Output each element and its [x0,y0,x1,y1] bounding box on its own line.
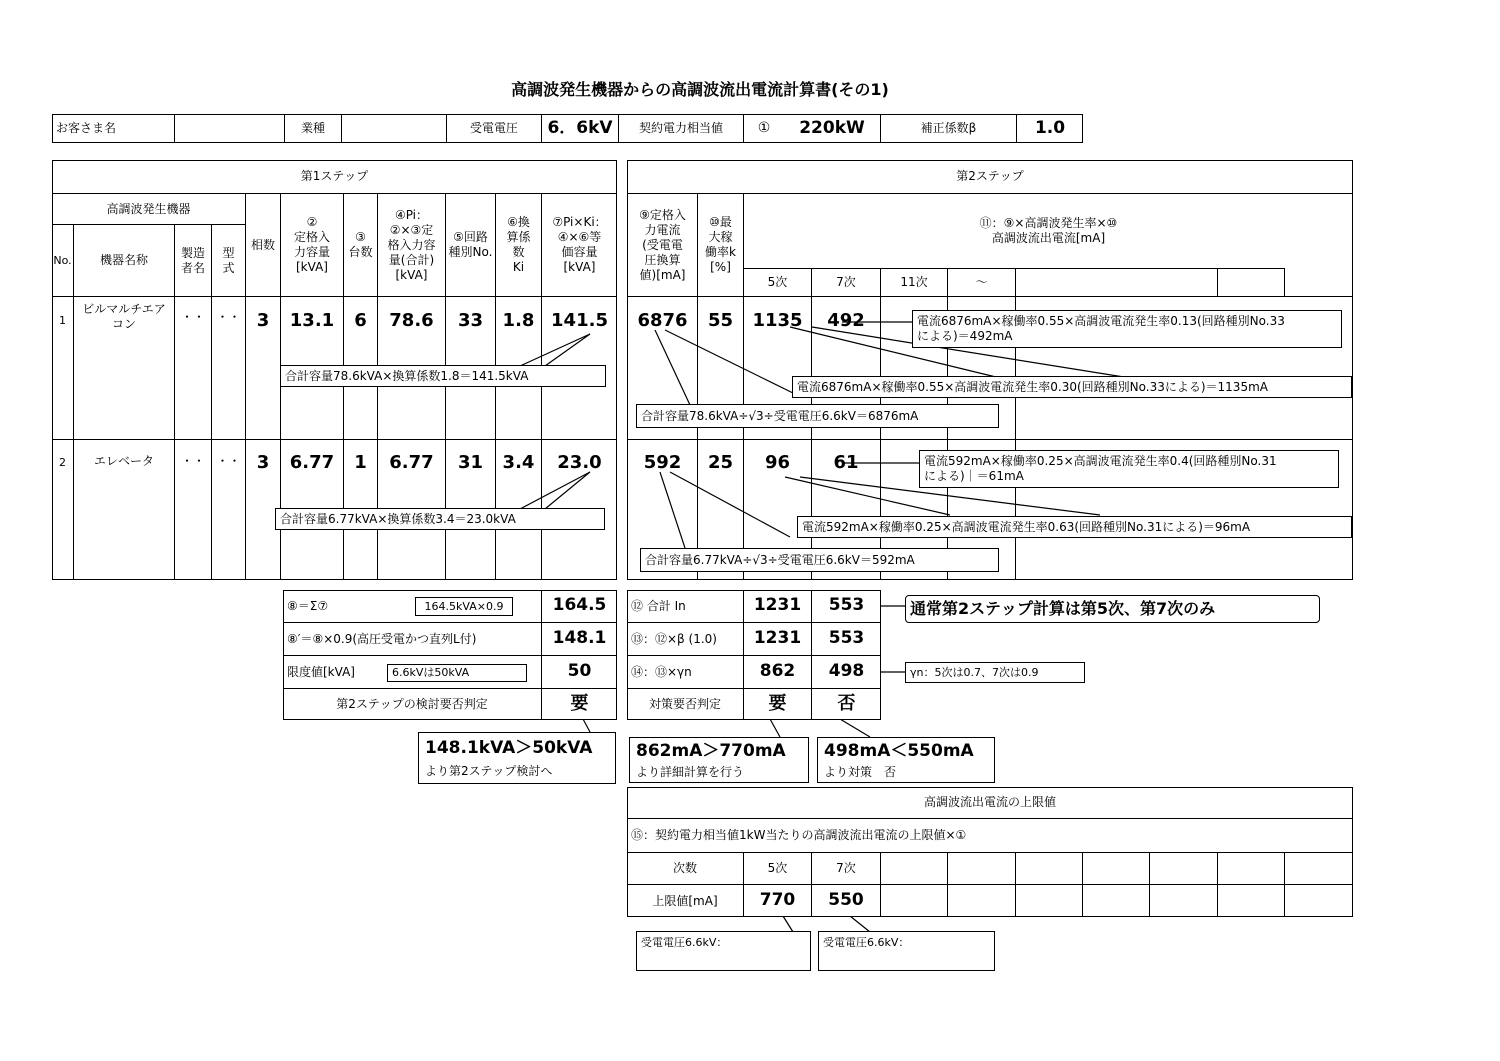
limits-value-7: 550 [828,890,864,911]
industry-label: 業種 [300,121,325,135]
judge2-label: 対策要否判定 [648,697,721,711]
sum8-note: 164.5kVA×0.9 [415,597,513,616]
col-circuit: ⑤回路 種別No. [448,230,493,259]
judge2-7: 否 [837,693,856,715]
col-equiv: ⑦Pi×Ki： ④×⑥等 価容量 [kVA] [552,215,607,274]
contract-value: 220kW [799,117,865,138]
row1-no: 1 [59,314,66,327]
sum13-label: ⑬：⑫×β (1.0) [631,631,717,646]
order-5: 5次 [767,275,788,289]
callout-step2-sub: より第2ステップ検討へ [425,763,553,778]
row1-equiv-note: 合計容量78.6kVA×換算係数1.8＝141.5kVA [280,365,606,387]
row1-type: ・・ [216,310,241,324]
gamma-note: γn：5次は0.7、7次は0.9 [905,662,1085,683]
judge1-label: 第2ステップの検討要否判定 [336,697,488,711]
row1-ki: 1.8 [502,310,535,331]
row2-h7: 61 [833,452,859,473]
row2-ki: 3.4 [502,452,535,473]
limit-value: 50 [567,661,592,682]
row2-h5-note: 電流592mA×稼働率0.25×高調波電流発生率0.63(回路種別No.31による)＝96mA [797,516,1352,538]
group-header: 高調波発生機器 [106,201,191,216]
row1-count: 6 [354,310,367,331]
row2-equiv: 23.0 [557,452,602,473]
row2-current-note: 合計容量6.77kVA÷√3÷受電電圧6.6kV＝592mA [640,548,999,572]
row1-phase: 3 [256,310,270,331]
row1-pi: 78.6 [389,310,434,331]
sum8-value: 164.5 [552,595,607,616]
sum12-7: 553 [828,595,865,616]
row2-current: 592 [643,452,682,473]
limits-title: 高調波流出電流の上限値 [923,795,1056,809]
col-count: ③ 台数 [348,230,373,259]
customer-label: お客さま名 [56,121,117,135]
beta-value: 1.0 [1034,117,1066,138]
row2-h5: 96 [764,452,791,473]
sum13-7: 553 [828,628,865,649]
row2-h7-note: 電流592mA×稼働率0.25×高調波電流発生率0.4(回路種別No.31 による)｜＝61mA [919,450,1339,488]
order-more: ～ [975,275,988,289]
col-rated: ② 定格入 力容量 [kVA] [293,215,330,274]
limits-order-label: 次数 [672,861,697,875]
contract-mark: ① [757,119,771,136]
row1-h7-note: 電流6876mA×稼働率0.55×高調波電流発生率0.13(回路種別No.33 による)＝492mA [912,310,1342,348]
step1-title: 第1ステップ [300,169,369,183]
callout-7th [817,737,995,783]
row2-pi: 6.77 [389,452,434,473]
row2-phase: 3 [256,452,270,473]
judge2-5: 要 [768,693,787,715]
row1-h7: 492 [827,310,865,331]
row1-current: 6876 [637,310,688,331]
callout-5th-sub: より詳細計算を行う [636,764,745,779]
sum12-label: ⑫ 合計 In [631,598,686,613]
judge1-value: 要 [570,693,589,715]
callout-7th-main: 498mA＜550mA [824,741,974,762]
callout-step2-main: 148.1kVA＞50kVA [425,738,593,759]
limits-value-5: 770 [759,890,796,911]
row2-type: ・・ [216,454,241,468]
row2-name: エレベータ [93,454,154,468]
sum8p-label: ⑧′＝⑧×0.9(高圧受電かつ直列L付) [287,631,477,646]
col-current: ⑨定格入 力電流 (受電電 圧換算 値)[mA] [639,207,686,282]
sum8p-value: 148.1 [552,628,607,649]
callout-7th-sub: より対策 否 [824,764,897,779]
limit-note: 6.6kVは50kVA [387,664,527,682]
col-ki: ⑥換 算係 数 Ki [506,215,531,274]
row1-rate: 55 [707,310,734,331]
beta-label: 補正係数β [920,121,977,135]
row2-rate: 25 [707,452,734,473]
row1-rated: 13.1 [289,310,335,331]
sum14-label: ⑭：⑬×γn [631,664,692,679]
col-phase: 相数 [250,237,275,252]
row1-maker: ・・ [180,310,205,324]
row1-name: ビルマルチエア コン [82,302,166,331]
order-11: 11次 [900,275,928,289]
callout-step2-check [418,732,616,784]
voltage-label: 受電電圧 [469,121,518,135]
callout-5th-main: 862mA＞770mA [636,741,786,762]
row2-circuit: 31 [457,452,484,473]
row1-h5-note: 電流6876mA×稼働率0.55×高調波電流発生率0.30(回路種別No.33による)＝1135mA [792,376,1352,398]
callout-5th [629,737,809,783]
sum14-7: 498 [828,661,865,682]
sum13-5: 1231 [753,628,802,649]
limits-desc: ⑮：契約電力相当値1kW当たりの高調波流出電流の上限値×① [631,828,967,842]
normal-step2-note: 通常第2ステップ計算は第5次、第7次のみ [905,595,1320,623]
sum12-5: 1231 [753,595,802,616]
col-pi: ④Pi： ②×③定 格入力容 量(合計) [kVA] [387,207,436,282]
row2-count: 1 [354,452,367,473]
limits-order-5: 5次 [767,861,788,875]
col-no: No. [53,253,72,267]
row1-h5: 1135 [752,310,803,331]
row2-maker: ・・ [180,454,205,468]
row2-rated: 6.77 [289,452,335,473]
row2-equiv-note: 合計容量6.77kVA×換算係数3.4＝23.0kVA [275,508,605,530]
step2-title: 第2ステップ [956,169,1024,183]
limit5-note: 受電電圧6.6kV： [636,931,811,971]
row1-circuit: 33 [457,310,484,331]
limits-value-label: 上限値[mA] [652,893,718,908]
voltage-value: 6．6kV [547,117,613,138]
sum14-5: 862 [759,661,796,682]
row1-current-note: 合計容量78.6kVA÷√3÷受電電圧6.6kV＝6876mA [636,404,999,428]
contract-label: 契約電力相当値 [638,121,723,135]
row2-no: 2 [59,456,66,469]
col-name: 機器名称 [99,253,148,267]
col-type: 型 式 [222,245,235,275]
limit7-note: 受電電圧6.6kV： [818,931,995,971]
limit-label: 限度値[kVA] [287,664,355,679]
limits-order-7: 7次 [836,861,856,875]
page-title: 高調波発生機器からの高調波流出電流計算書(その1) [511,80,889,99]
sum8-label: ⑧＝Σ⑦ [287,598,329,613]
order-7: 7次 [836,275,856,289]
col-maker: 製造 者名 [180,245,205,275]
row1-equiv: 141.5 [551,310,608,331]
col-harmonic: ⑪：⑨×高調波発生率×⑩ 高調波流出電流[mA] [979,216,1118,245]
col-rate: ⑩最 大稼 働率k [%] [705,215,736,274]
